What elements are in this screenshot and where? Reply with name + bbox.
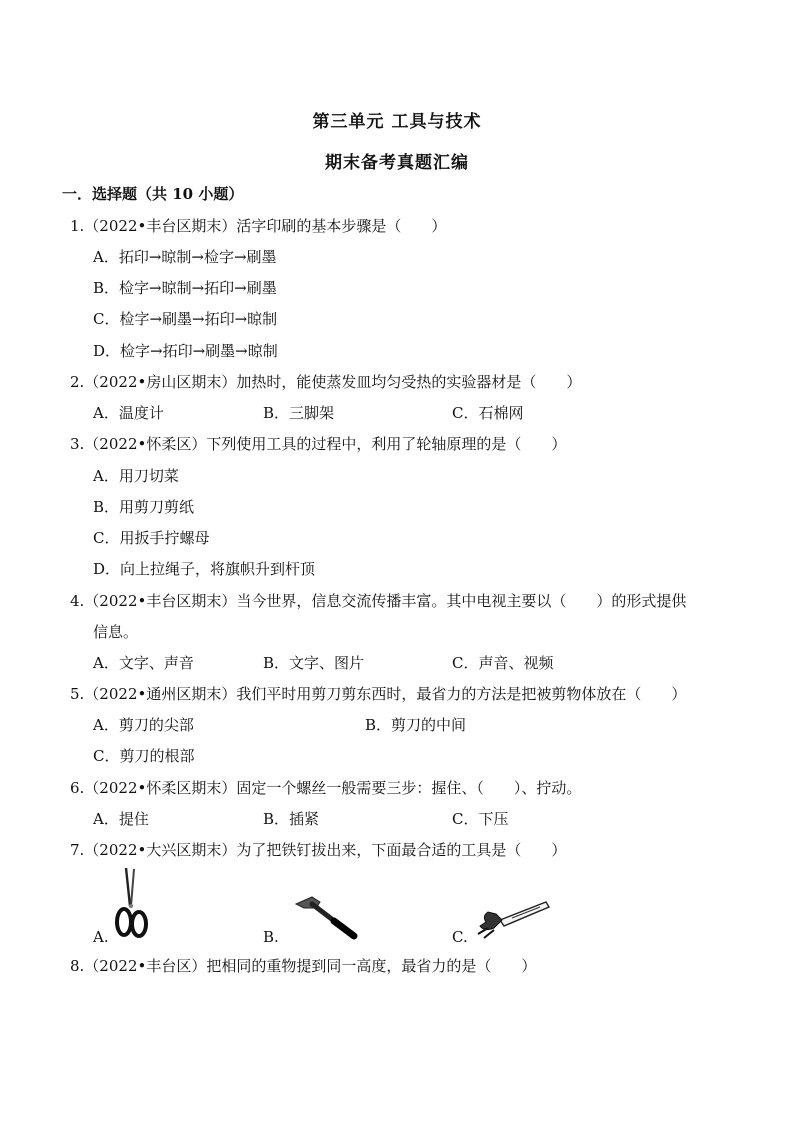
- question-4-option-c: C．声音、视频: [452, 654, 554, 672]
- question-1-option-d: D．检字→拓印→刷墨→晾制: [93, 342, 278, 360]
- question-5-option-c: C．剪刀的根部: [93, 747, 195, 765]
- page-title: 第三单元 工具与技术: [312, 112, 482, 132]
- question-7-stem: 7.（2022•大兴区期末）为了把铁钉拔出来，下面最合适的工具是（ ）: [70, 841, 567, 859]
- question-7-option-b: B.: [263, 928, 279, 946]
- page-subtitle: 期末备考真题汇编: [325, 153, 469, 173]
- question-8-stem: 8.（2022•丰台区）把相同的重物提到同一高度，最省力的是（ ）: [70, 957, 537, 975]
- question-6-option-c: C．下压: [452, 810, 509, 828]
- question-3-stem: 3.（2022•怀柔区）下列使用工具的过程中，利用了轮轴原理的是（ ）: [70, 435, 567, 453]
- question-3-option-a: A．用刀切菜: [93, 467, 179, 485]
- wrench-icon: [474, 894, 552, 940]
- question-3-option-d: D．向上拉绳子，将旗帜升到杆顶: [93, 560, 316, 578]
- question-4-option-a: A．文字、声音: [93, 654, 194, 672]
- question-1-stem: 1.（2022•丰台区期末）活字印刷的基本步骤是（ ）: [70, 217, 447, 235]
- question-1-option-a: A．拓印→晾制→检字→刷墨: [93, 248, 277, 266]
- question-4-stem-continued: 信息。: [93, 623, 139, 641]
- question-5-option-a: A．剪刀的尖部: [93, 716, 194, 734]
- question-5-stem: 5.（2022•通州区期末）我们平时用剪刀剪东西时，最省力的方法是把被剪物体放在（ ）: [70, 685, 687, 703]
- question-3-option-c: C．用扳手拧螺母: [93, 529, 210, 547]
- hammer-icon: [290, 894, 360, 942]
- question-2-option-c: C．石棉网: [452, 404, 524, 422]
- question-2-option-b: B．三脚架: [263, 404, 335, 422]
- question-3-option-b: B．用剪刀剪纸: [93, 498, 195, 516]
- question-6-option-a: A．提住: [93, 810, 149, 828]
- question-2-stem: 2.（2022•房山区期末）加热时，能使蒸发皿均匀受热的实验器材是（ ）: [70, 373, 582, 391]
- question-1-option-c: C．检字→刷墨→拓印→晾制: [93, 310, 278, 328]
- section-heading: 一．选择题（共 10 小题）: [62, 185, 244, 203]
- scissors-icon: [112, 866, 152, 940]
- question-7-option-a: A.: [93, 928, 109, 946]
- question-7-option-c: C.: [452, 928, 468, 946]
- question-4-option-b: B．文字、图片: [263, 654, 365, 672]
- question-6-option-b: B．插紧: [263, 810, 320, 828]
- question-2-option-a: A．温度计: [93, 404, 164, 422]
- question-5-option-b: B．剪刀的中间: [365, 716, 467, 734]
- question-1-option-b: B．检字→晾制→拓印→刷墨: [93, 279, 277, 297]
- question-6-stem: 6.（2022•怀柔区期末）固定一个螺丝一般需要三步：握住、（ ）、拧动。: [70, 779, 582, 797]
- question-4-stem: 4.（2022•丰台区期末）当今世界，信息交流传播丰富。其中电视主要以（ ）的形式提供: [70, 592, 687, 610]
